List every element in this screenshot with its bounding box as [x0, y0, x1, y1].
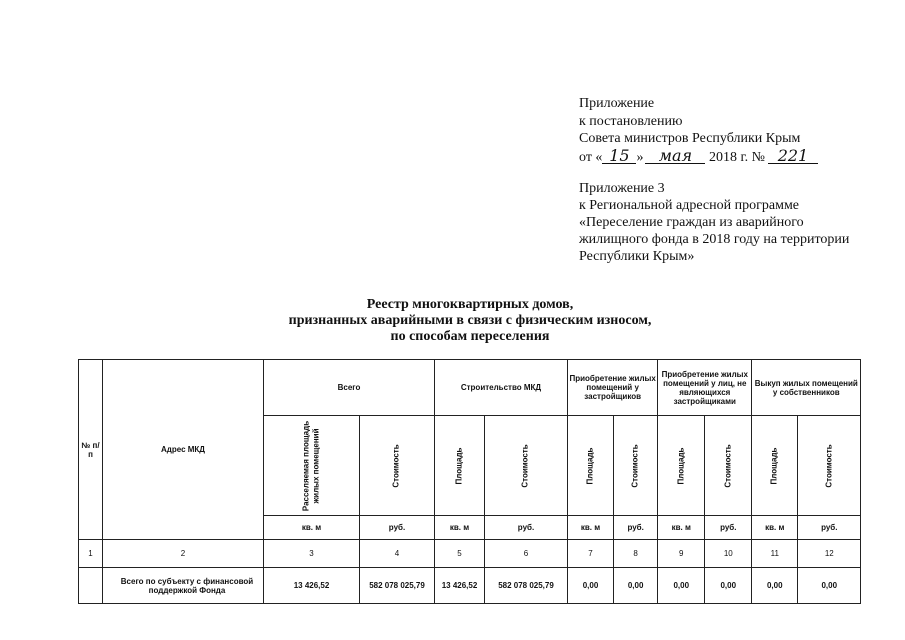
total-value: 0,00 — [798, 568, 861, 604]
unit-cell: кв. м — [568, 516, 614, 540]
appendix3-line-2: к Региональной адресной программе — [579, 198, 800, 213]
group-construction: Строительство МКД — [435, 360, 568, 416]
handwritten-month: мая — [645, 148, 705, 164]
appendix-date-line — [579, 145, 818, 167]
appendix-3-header — [579, 180, 849, 265]
index-cell: 2 — [103, 540, 264, 568]
appendix-line-2: к постановлению — [579, 113, 683, 129]
total-num-cell — [79, 568, 103, 604]
sub-resettle-area: Расселяемая площадь жилых помещений — [264, 416, 360, 516]
total-value: 0,00 — [614, 568, 658, 604]
index-cell: 7 — [568, 540, 614, 568]
header-row-groups — [79, 360, 861, 416]
sub-buyout-cost: Стоимость — [798, 416, 861, 516]
index-cell: 9 — [658, 540, 705, 568]
index-row — [79, 540, 861, 568]
sub-buyout-area: Площадь — [752, 416, 798, 516]
appendix-line-3: Совета министров Республики Крым — [579, 131, 801, 146]
title-line-3: по способам переселения — [390, 329, 550, 344]
index-cell: 4 — [360, 540, 435, 568]
total-label: Всего по субъекту с финансовой поддержкой Фонда — [103, 568, 264, 604]
total-value: 13 426,52 — [264, 568, 360, 604]
index-cell: 12 — [798, 540, 861, 568]
total-value: 0,00 — [705, 568, 752, 604]
unit-cell: руб. — [798, 516, 861, 540]
sub-construction-area: Площадь — [435, 416, 485, 516]
unit-cell: руб. — [360, 516, 435, 540]
title-line-1: Реестр многоквартирных домов, — [366, 297, 574, 312]
appendix-line-1: Приложение — [579, 96, 655, 111]
index-cell: 6 — [485, 540, 568, 568]
index-cell: 8 — [614, 540, 658, 568]
unit-cell: кв. м — [658, 516, 705, 540]
unit-cell: руб. — [485, 516, 568, 540]
handwritten-day: 15 — [602, 148, 636, 164]
title-line-2: признанных аварийными в связи с физическим износом, — [288, 313, 652, 328]
index-cell: 3 — [264, 540, 360, 568]
handwritten-number: 221 — [768, 148, 818, 164]
sub-other-area: Площадь — [658, 416, 705, 516]
index-cell: 1 — [79, 540, 103, 568]
registry-table — [78, 359, 861, 604]
unit-cell: кв. м — [752, 516, 798, 540]
group-total: Всего — [264, 360, 435, 416]
total-value: 582 078 025,79 — [360, 568, 435, 604]
from-label: от « — [579, 149, 603, 165]
col-num-header: № п/п — [79, 360, 103, 540]
appendix3-line-1: Приложение 3 — [579, 181, 665, 196]
sub-construction-cost: Стоимость — [485, 416, 568, 516]
total-value: 0,00 — [568, 568, 614, 604]
quote-close: » — [636, 149, 644, 165]
total-value: 13 426,52 — [435, 568, 485, 604]
group-purchase-developers: Приобретение жилых помещений у застройщиков — [568, 360, 658, 416]
unit-cell: кв. м — [435, 516, 485, 540]
sub-developer-cost: Стоимость — [614, 416, 658, 516]
total-value: 0,00 — [658, 568, 705, 604]
year-label: 2018 г. № — [708, 149, 765, 165]
total-value: 0,00 — [752, 568, 798, 604]
index-cell: 10 — [705, 540, 752, 568]
appendix-header — [579, 95, 818, 166]
unit-cell: руб. — [705, 516, 752, 540]
total-value: 582 078 025,79 — [485, 568, 568, 604]
sub-total-cost: Стоимость — [360, 416, 435, 516]
index-cell: 11 — [752, 540, 798, 568]
document-title — [200, 297, 740, 345]
group-buyout: Выкуп жилых помещений у собственников — [752, 360, 861, 416]
index-cell: 5 — [435, 540, 485, 568]
col-address-header: Адрес МКД — [103, 360, 264, 540]
total-row — [79, 568, 861, 604]
sub-developer-area: Площадь — [568, 416, 614, 516]
group-purchase-other: Приобретение жилых помещений у лиц, не являющихся застройщиками — [658, 360, 752, 416]
unit-cell: руб. — [614, 516, 658, 540]
unit-cell: кв. м — [264, 516, 360, 540]
sub-other-cost: Стоимость — [705, 416, 752, 516]
appendix3-line-3: «Переселение граждан из аварийного — [579, 215, 804, 230]
appendix3-line-4: жилищного фонда в 2018 году на территории — [579, 232, 850, 247]
appendix3-line-5: Республики Крым» — [579, 249, 695, 264]
